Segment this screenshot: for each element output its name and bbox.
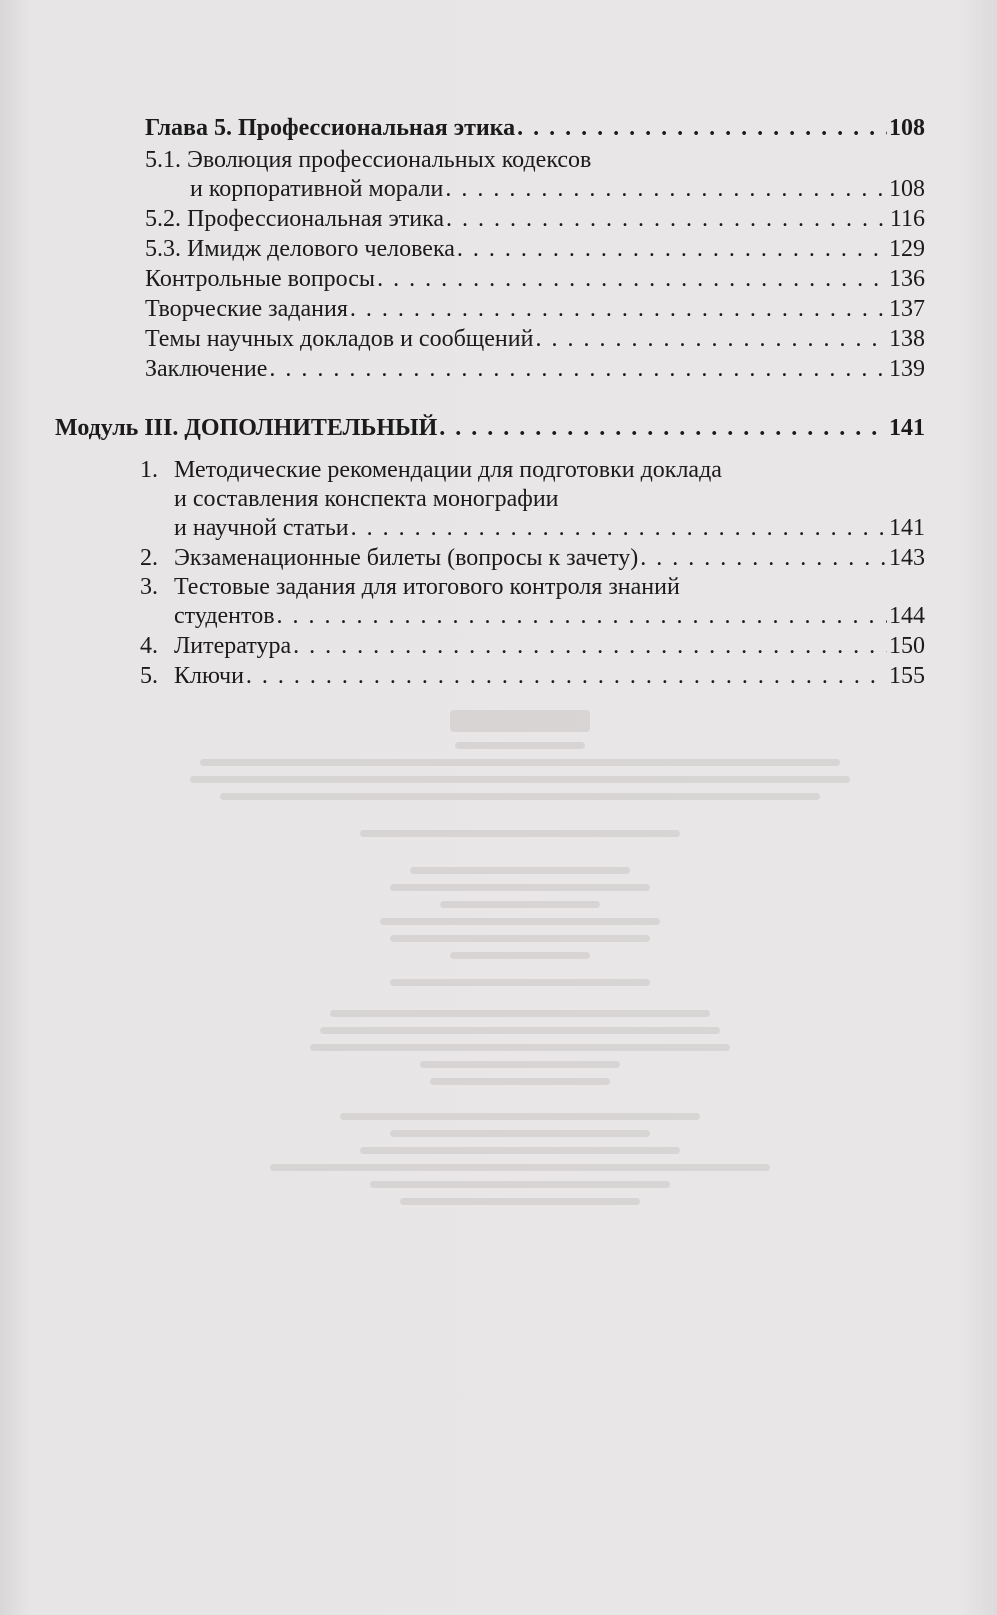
toc-entry-title-continued: и научной статьи	[174, 515, 349, 541]
dot-leader	[535, 324, 887, 354]
dot-leader	[439, 413, 887, 443]
toc-item-number: 2.	[140, 545, 158, 571]
toc-page-number: 144	[889, 603, 925, 629]
toc-entry-title-continued: и составления конспекта монографии	[174, 486, 559, 512]
toc-report-topics[interactable]	[145, 324, 925, 354]
toc-chapter-5[interactable]	[145, 113, 925, 143]
toc-entry-title: 5.2. Профессиональная этика	[145, 206, 445, 232]
dot-leader	[446, 204, 888, 234]
toc-entry-title	[140, 661, 244, 691]
toc-item-3[interactable]	[174, 601, 925, 631]
toc-entry-title: 5.3. Имидж делового человека	[145, 236, 455, 262]
toc-item-number: 1.	[140, 457, 158, 483]
toc-page-number: 150	[889, 633, 925, 659]
toc-conclusion[interactable]	[145, 354, 925, 384]
toc-entry-title-text: Литература	[174, 633, 292, 659]
toc-page-number: 155	[889, 663, 925, 689]
dot-leader	[445, 174, 887, 204]
toc-entry-title: Тестовые задания для итогового контроля знаний	[174, 574, 680, 600]
toc-entry-title	[140, 543, 638, 573]
toc-entry-title: Модуль III. ДОПОЛНИТЕЛЬНЫЙ	[55, 415, 438, 441]
dot-leader	[640, 543, 887, 573]
toc-item-number: 4.	[140, 633, 158, 659]
toc-item-1-line-1	[140, 455, 722, 485]
toc-item-4[interactable]	[140, 631, 925, 661]
dot-leader	[517, 113, 887, 143]
toc-page-number: 137	[889, 296, 925, 322]
toc-entry-title: Методические рекомендации для подготовки доклада	[174, 457, 722, 483]
toc-page-number: 108	[889, 115, 925, 141]
toc-item-number: 3.	[140, 574, 158, 600]
dot-leader	[351, 513, 887, 543]
toc-entry-title-text: Экзаменационные билеты (вопросы к зачету)	[174, 545, 639, 571]
toc-entry-title-continued: и корпоративной морали	[190, 176, 444, 202]
toc-entry-title: Контрольные вопросы	[145, 266, 376, 292]
toc-entry-title: Заключение	[145, 356, 268, 382]
toc-page-number: 141	[889, 515, 925, 541]
reverse-side-show-through	[170, 700, 870, 1215]
toc-entry-title-text: Ключи	[174, 663, 244, 689]
toc-page-number: 143	[889, 545, 925, 571]
toc-item-3-line-1	[140, 572, 680, 602]
toc-page-number: 141	[889, 415, 925, 441]
toc-review-questions[interactable]	[145, 264, 925, 294]
dot-leader	[293, 631, 887, 661]
toc-entry-title: 5.1. Эволюция профессиональных кодексов	[145, 147, 592, 173]
toc-module-3[interactable]	[55, 413, 925, 443]
toc-page-number: 136	[889, 266, 925, 292]
dot-leader	[246, 661, 887, 691]
toc-page-number: 129	[889, 236, 925, 262]
toc-item-number: 5.	[140, 663, 158, 689]
toc-section-5-2[interactable]	[145, 204, 925, 234]
dot-leader	[350, 294, 887, 324]
toc-creative-tasks[interactable]	[145, 294, 925, 324]
toc-entry-title	[140, 631, 291, 661]
toc-entry-title: Темы научных докладов и сообщений	[145, 326, 534, 352]
toc-entry-title: Творческие задания	[145, 296, 348, 322]
dot-leader	[377, 264, 887, 294]
toc-page-number: 108	[889, 176, 925, 202]
toc-page-number: 138	[889, 326, 925, 352]
toc-section-5-1[interactable]	[190, 174, 925, 204]
toc-entry-title: Глава 5. Профессиональная этика	[145, 115, 516, 141]
toc-entry-title-continued: студентов	[174, 603, 275, 629]
toc-page-number: 139	[889, 356, 925, 382]
toc-item-2[interactable]	[140, 543, 925, 573]
toc-page-number: 116	[889, 206, 925, 232]
dot-leader	[457, 234, 887, 264]
dot-leader	[269, 354, 887, 384]
toc-item-5[interactable]	[140, 661, 925, 691]
dot-leader	[277, 601, 887, 631]
toc-section-5-3[interactable]	[145, 234, 925, 264]
toc-item-1[interactable]	[174, 513, 925, 543]
